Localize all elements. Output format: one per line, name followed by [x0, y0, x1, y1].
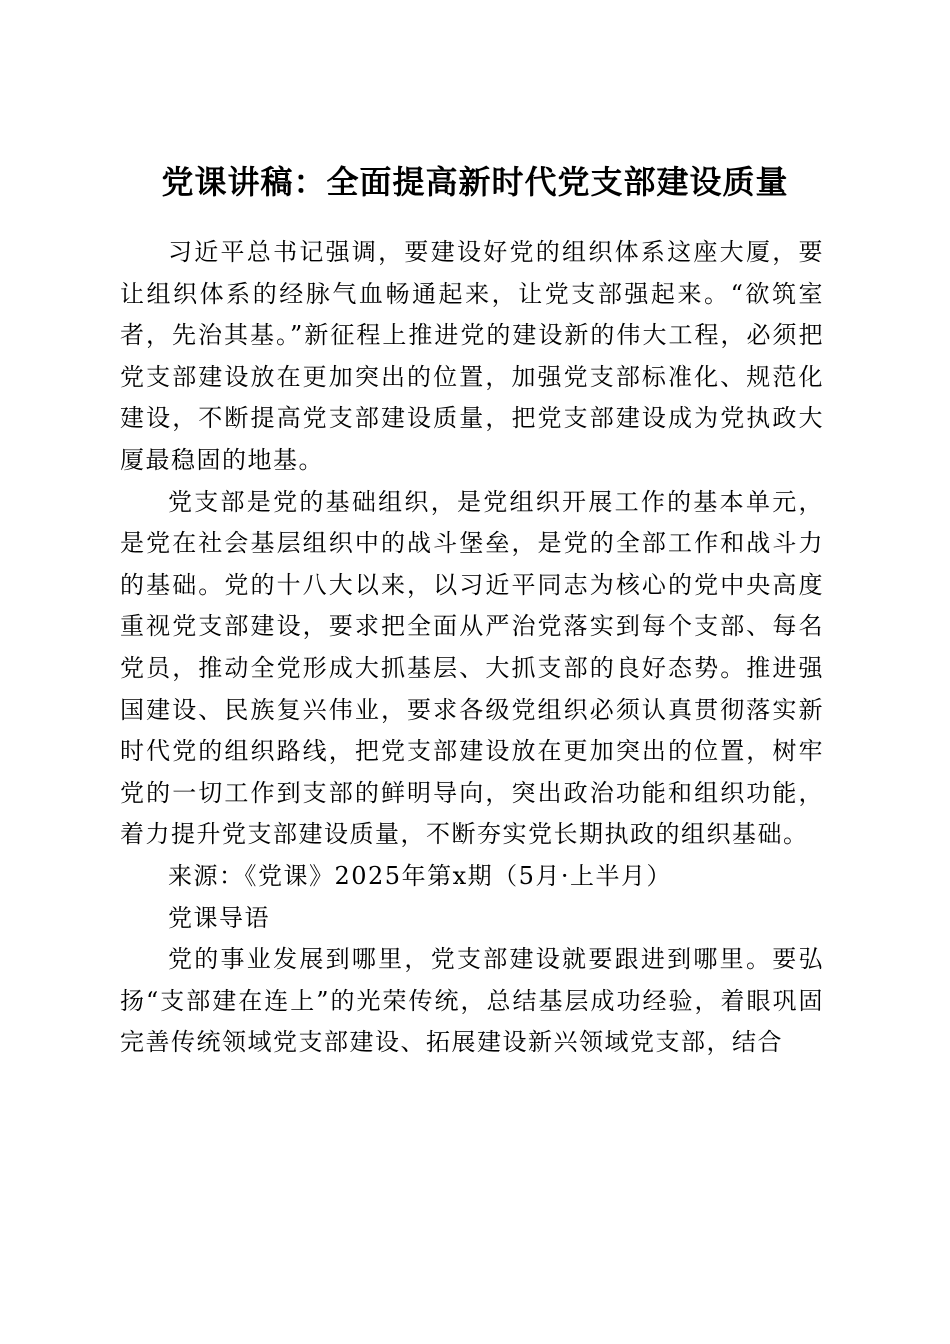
paragraph-basis: 党支部是党的基础组织，是党组织开展工作的基本单元，是党在社会基层组织中的战斗堡垒，是党的全部工作和战斗力的基础。党的十八大以来，以习近平同志为核心的党中央高度重视党支部建设，要求把全面从严治党落实到每个支部、每名党员，推动全党形成大抓基层、大抓支部的良好态势。推进强国建设、民族复兴伟业，要求各级党组织必须认真贯彻落实新时代党的组织路线，把党支部建设放在更加突出的位置，树牢党的一切工作到支部的鲜明导向，突出政治功能和组织功能，着力提升党支部建设质量，不断夯实党长期执政的组织基础。 — [120, 487, 824, 849]
section-heading: 党课导语 — [168, 903, 270, 932]
page-title: 党课讲稿：全面提高新时代党支部建设质量 — [161, 163, 789, 202]
source-line: 来源：《党课》2025年第x期（5月·上半月） — [168, 861, 673, 890]
paragraph-lead: 党的事业发展到哪里，党支部建设就要跟进到哪里。要弘扬“支部建在连上”的光荣传统，总结基层成功经验，着眼巩固完善传统领域党支部建设、拓展建设新兴领域党支部，结合 — [120, 945, 824, 1057]
document-body — [120, 232, 824, 1064]
paragraph-intro: 习近平总书记强调，要建设好党的组织体系这座大厦，要让组织体系的经脉气血畅通起来，让党支部强起来。“欲筑室者，先治其基。”新征程上推进党的建设新的伟大工程，必须把党支部建设放在更加突出的位置，加强党支部标准化、规范化建设，不断提高党支部建设质量，把党支部建设成为党执政大厦最稳固的地基。 — [120, 238, 824, 474]
